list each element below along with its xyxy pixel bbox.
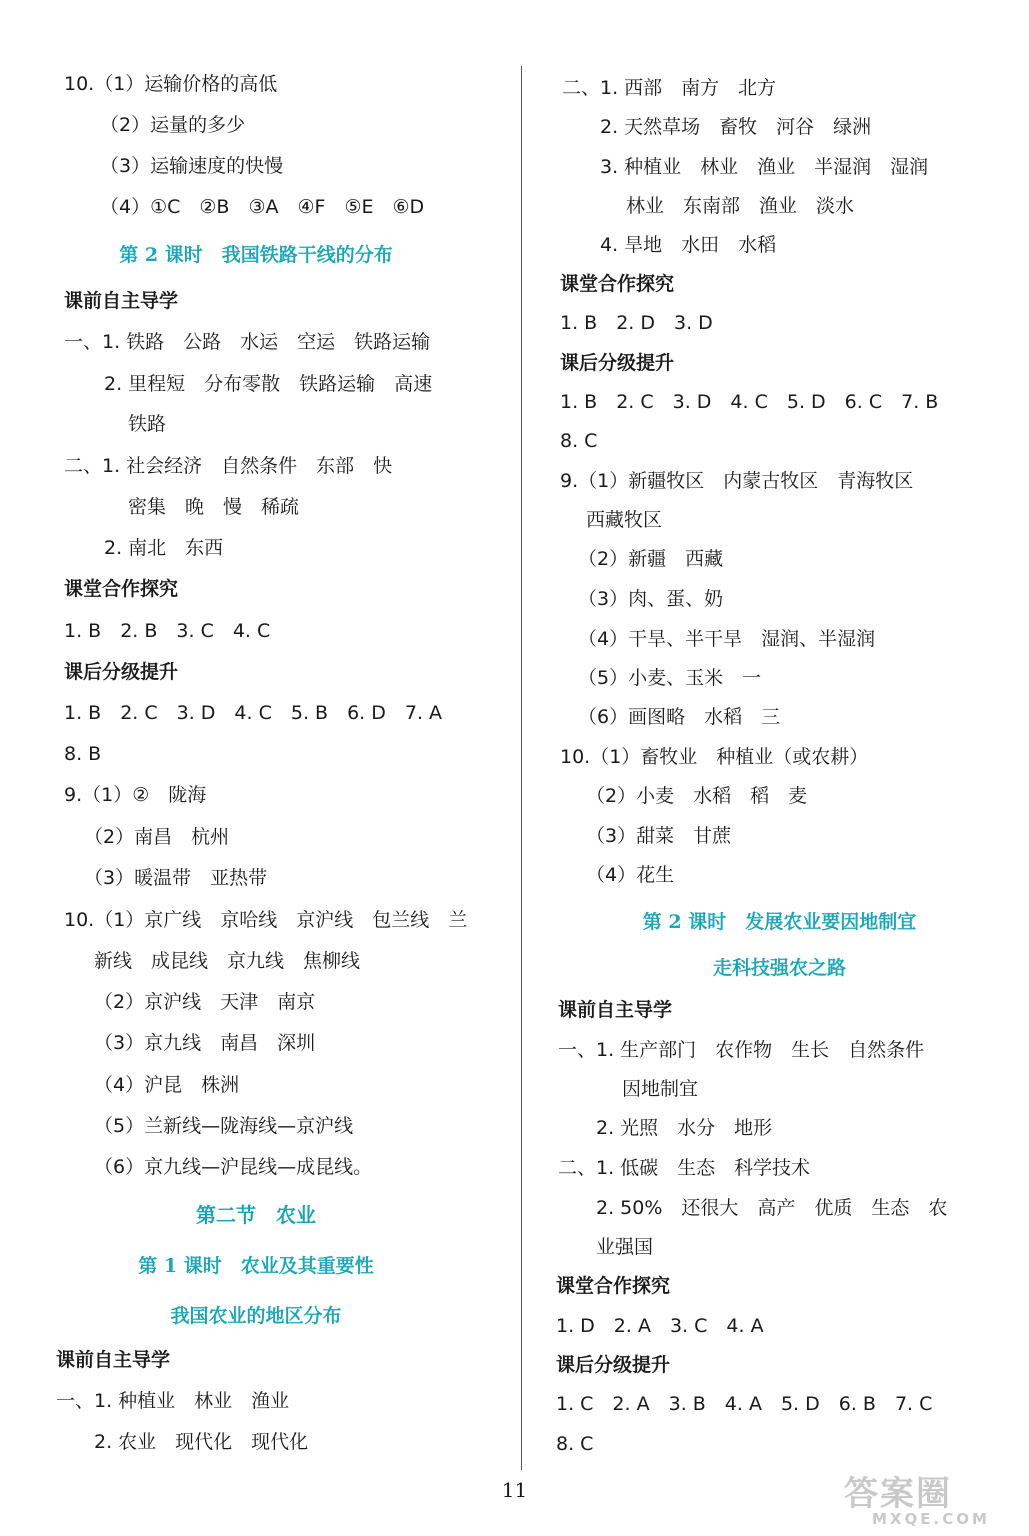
answer-line: 8. C [556, 1433, 594, 1455]
watermark-logo [840, 1466, 1018, 1530]
answer-line: （2）南昌 杭州 [84, 826, 230, 848]
section-heading: 第 2 课时 我国铁路干线的分布 [119, 244, 393, 266]
section-heading: 我国农业的地区分布 [170, 1305, 342, 1327]
answer-line: （4）花生 [586, 864, 675, 886]
answer-line: 2. 农业 现代化 现代化 [94, 1431, 309, 1453]
answer-line: 10.（1）畜牧业 种植业（或农耕） [560, 746, 869, 768]
subsection-label: 课堂合作探究 [64, 578, 179, 600]
answer-line: 一、1. 种植业 林业 渔业 [56, 1390, 290, 1412]
answer-line: 林业 东南部 渔业 淡水 [626, 195, 855, 217]
answer-line: （6）京九线—沪昆线—成昆线。 [94, 1156, 373, 1178]
subsection-label: 课前自主导学 [64, 290, 179, 312]
answer-line: 3. 种植业 林业 渔业 半湿润 湿润 [600, 156, 929, 178]
answer-line: （3）甜菜 甘蔗 [586, 825, 732, 847]
section-heading: 第二节 农业 [196, 1203, 316, 1227]
answer-line: 1. B 2. D 3. D [560, 312, 713, 334]
subsection-label: 课前自主导学 [558, 999, 673, 1021]
answer-line: 1. D 2. A 3. C 4. A [556, 1315, 764, 1337]
section-heading: 走科技强农之路 [712, 957, 846, 979]
column-divider [521, 66, 522, 1470]
answer-line: 1. B 2. C 3. D 4. C 5. B 6. D 7. A [64, 702, 443, 724]
answer-line: 因地制宜 [622, 1078, 699, 1100]
page-number: 11 [501, 1478, 528, 1502]
section-heading: 第 2 课时 发展农业要因地制宜 [642, 911, 917, 933]
answer-line: （4）①C ②B ③A ④F ⑤E ⑥D [100, 196, 425, 218]
answer-line: 2. 南北 东西 [104, 537, 224, 559]
answer-line: 1. C 2. A 3. B 4. A 5. D 6. B 7. C [556, 1393, 933, 1415]
answer-line: 一、1. 铁路 公路 水运 空运 铁路运输 [64, 331, 431, 353]
answer-line: （5）小麦、玉米 一 [578, 667, 762, 689]
answer-line: （2）京沪线 天津 南京 [94, 991, 316, 1013]
answer-line: （5）兰新线—陇海线—京沪线 [94, 1115, 354, 1137]
answer-line: （6）画图略 水稻 三 [578, 706, 781, 728]
answer-line: 2. 里程短 分布零散 铁路运输 高速 [104, 373, 433, 395]
answer-line: 2. 50% 还很大 高产 优质 生态 农 [596, 1197, 948, 1219]
answer-line: （2）运量的多少 [100, 114, 246, 136]
answer-line: （3）运输速度的快慢 [100, 155, 284, 177]
answer-line: （4）干旱、半干旱 湿润、半湿润 [578, 628, 876, 650]
subsection-label: 课堂合作探究 [560, 273, 675, 295]
answer-line: 业强国 [596, 1236, 654, 1258]
watermark-main-text: 答案圈 [844, 1474, 952, 1514]
answer-line: （3）肉、蛋、奶 [578, 588, 724, 610]
subsection-label: 课后分级提升 [64, 661, 179, 683]
answer-line: 9.（1）新疆牧区 内蒙古牧区 青海牧区 [560, 470, 914, 492]
answer-line: 10.（1）京广线 京哈线 京沪线 包兰线 兰 [64, 909, 468, 931]
watermark-sub-text: MXQE.COM [872, 1510, 990, 1528]
answer-line: 2. 光照 水分 地形 [596, 1117, 773, 1139]
answer-line: 9.（1）② 陇海 [64, 784, 207, 806]
answer-line: （2）小麦 水稻 稻 麦 [586, 785, 808, 807]
answer-line: （3）暖温带 亚热带 [84, 867, 268, 889]
answer-line: 8. B [64, 743, 102, 765]
answer-line: （4）沪昆 株洲 [94, 1074, 240, 1096]
subsection-label: 课后分级提升 [556, 1354, 671, 1376]
subsection-label: 课后分级提升 [560, 352, 675, 374]
section-heading: 第 1 课时 农业及其重要性 [138, 1255, 374, 1277]
answer-line: 4. 旱地 水田 水稻 [600, 234, 777, 256]
answer-line: 二、1. 西部 南方 北方 [562, 77, 777, 99]
answer-line: 10.（1）运输价格的高低 [64, 73, 278, 95]
answer-line: 二、1. 社会经济 自然条件 东部 快 [64, 455, 393, 477]
answer-line: 1. B 2. B 3. C 4. C [64, 620, 271, 642]
answer-line: 2. 天然草场 畜牧 河谷 绿洲 [600, 116, 872, 138]
answer-line: （3）京九线 南昌 深圳 [94, 1032, 316, 1054]
answer-line: 1. B 2. C 3. D 4. C 5. D 6. C 7. B [560, 391, 939, 413]
answer-line: 铁路 [128, 413, 167, 435]
answer-line: 密集 晚 慢 稀疏 [128, 496, 300, 518]
subsection-label: 课堂合作探究 [556, 1275, 671, 1297]
answer-line: 8. C [560, 430, 598, 452]
subsection-label: 课前自主导学 [56, 1349, 171, 1371]
answer-line: 一、1. 生产部门 农作物 生长 自然条件 [558, 1039, 925, 1061]
answer-line: 西藏牧区 [586, 509, 663, 531]
answer-line: 二、1. 低碳 生态 科学技术 [558, 1157, 811, 1179]
answer-line: 新线 成昆线 京九线 焦柳线 [94, 950, 361, 972]
answer-line: （2）新疆 西藏 [578, 548, 724, 570]
